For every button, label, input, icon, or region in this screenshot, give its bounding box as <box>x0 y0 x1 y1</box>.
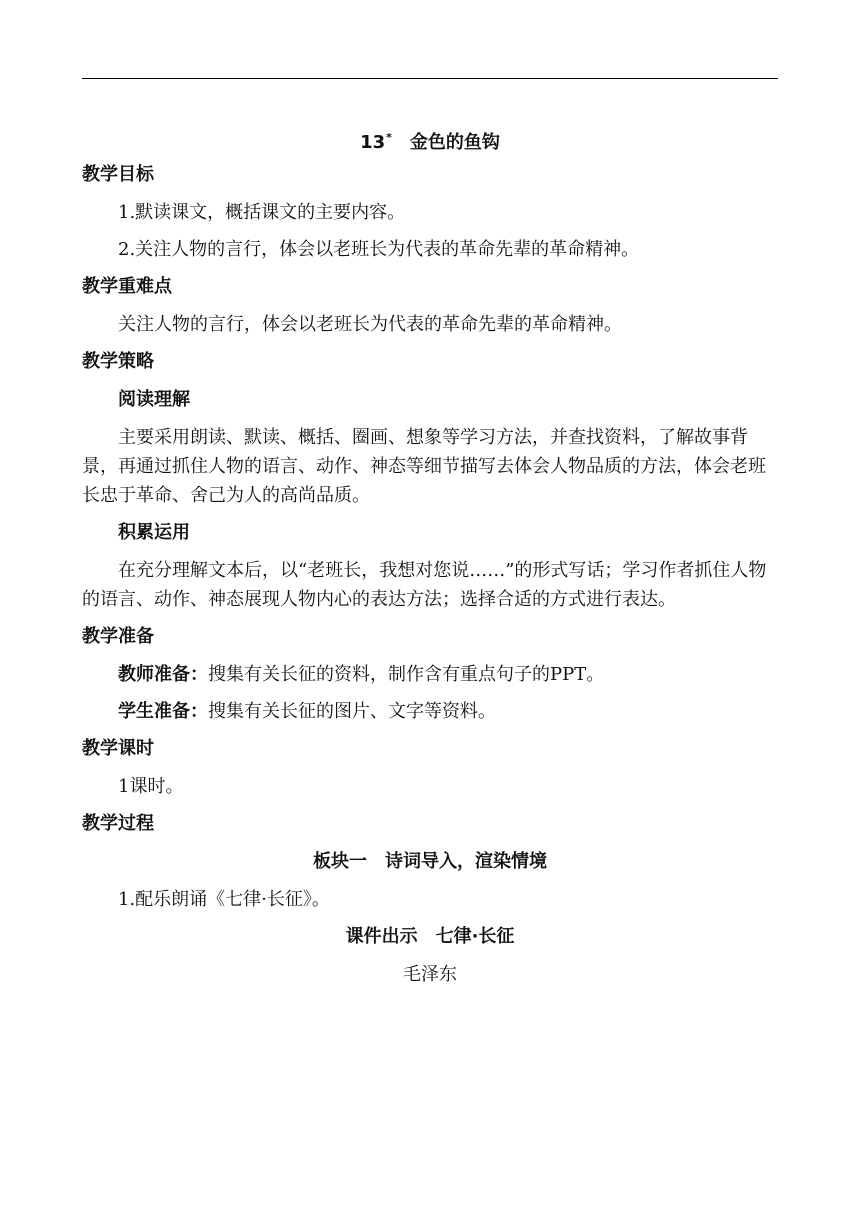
student-prep-label: 学生准备： <box>118 701 208 722</box>
teacher-prep-text: 搜集有关长征的资料，制作含有重点句子的PPT。 <box>208 664 605 685</box>
strategy-heading: 教学策略 <box>82 351 154 372</box>
goal-item-1: 1.默读课文，概括课文的主要内容。 <box>118 202 406 223</box>
key-text: 关注人物的言行，体会以老班长为代表的革命先辈的革命精神。 <box>118 314 622 335</box>
reading-text: 主要采用朗读、默读、概括、圈画、想象等学习方法，并查找资料，了解故事背景，再通过抓住人物的语言、动作、神态等细节描写去体会人物品质的方法，体会老班长忠于革命、舍己为人的高尚品质。 <box>82 427 766 506</box>
lesson-number: 13 <box>360 132 386 153</box>
process-heading: 教学过程 <box>82 813 154 834</box>
lesson-title <box>82 120 778 156</box>
hours-heading: 教学课时 <box>82 738 154 759</box>
block-one-heading <box>82 843 778 881</box>
key-heading: 教学重难点 <box>82 276 172 297</box>
apply-text: 在充分理解文本后，以“老班长，我想对您说……”的形式写话；学习作者抓住人物的语言、动作、神态展现人物内心的表达方法；选择合适的方式进行表达。 <box>82 560 767 610</box>
teacher-prep-label: 教师准备： <box>118 664 208 685</box>
step-one: 1.配乐朗诵《七律·长征》。 <box>118 889 330 910</box>
lesson-name: 金色的鱼钩 <box>409 132 500 153</box>
goals-heading: 教学目标 <box>82 164 154 185</box>
hours-text: 1课时。 <box>118 776 184 797</box>
slide-heading <box>82 918 778 956</box>
block-label: 板块一 <box>313 851 367 872</box>
reading-subheading: 阅读理解 <box>118 389 190 410</box>
document-body <box>82 120 778 994</box>
lesson-mark: * <box>386 131 392 144</box>
prep-heading: 教学准备 <box>82 626 154 647</box>
header-rule <box>82 78 778 79</box>
teacher-prep <box>82 656 778 693</box>
student-prep <box>82 693 778 730</box>
apply-subheading: 积累运用 <box>118 522 190 543</box>
poem-title: 七律·长征 <box>435 926 515 947</box>
block-title: 诗词导入，渲染情境 <box>385 851 547 872</box>
goal-item-2: 2.关注人物的言行，体会以老班长为代表的革命先辈的革命精神。 <box>118 239 640 260</box>
slide-label: 课件出示 <box>345 926 418 947</box>
poem-author: 毛泽东 <box>403 964 457 985</box>
student-prep-text: 搜集有关长征的图片、文字等资料。 <box>208 701 496 722</box>
